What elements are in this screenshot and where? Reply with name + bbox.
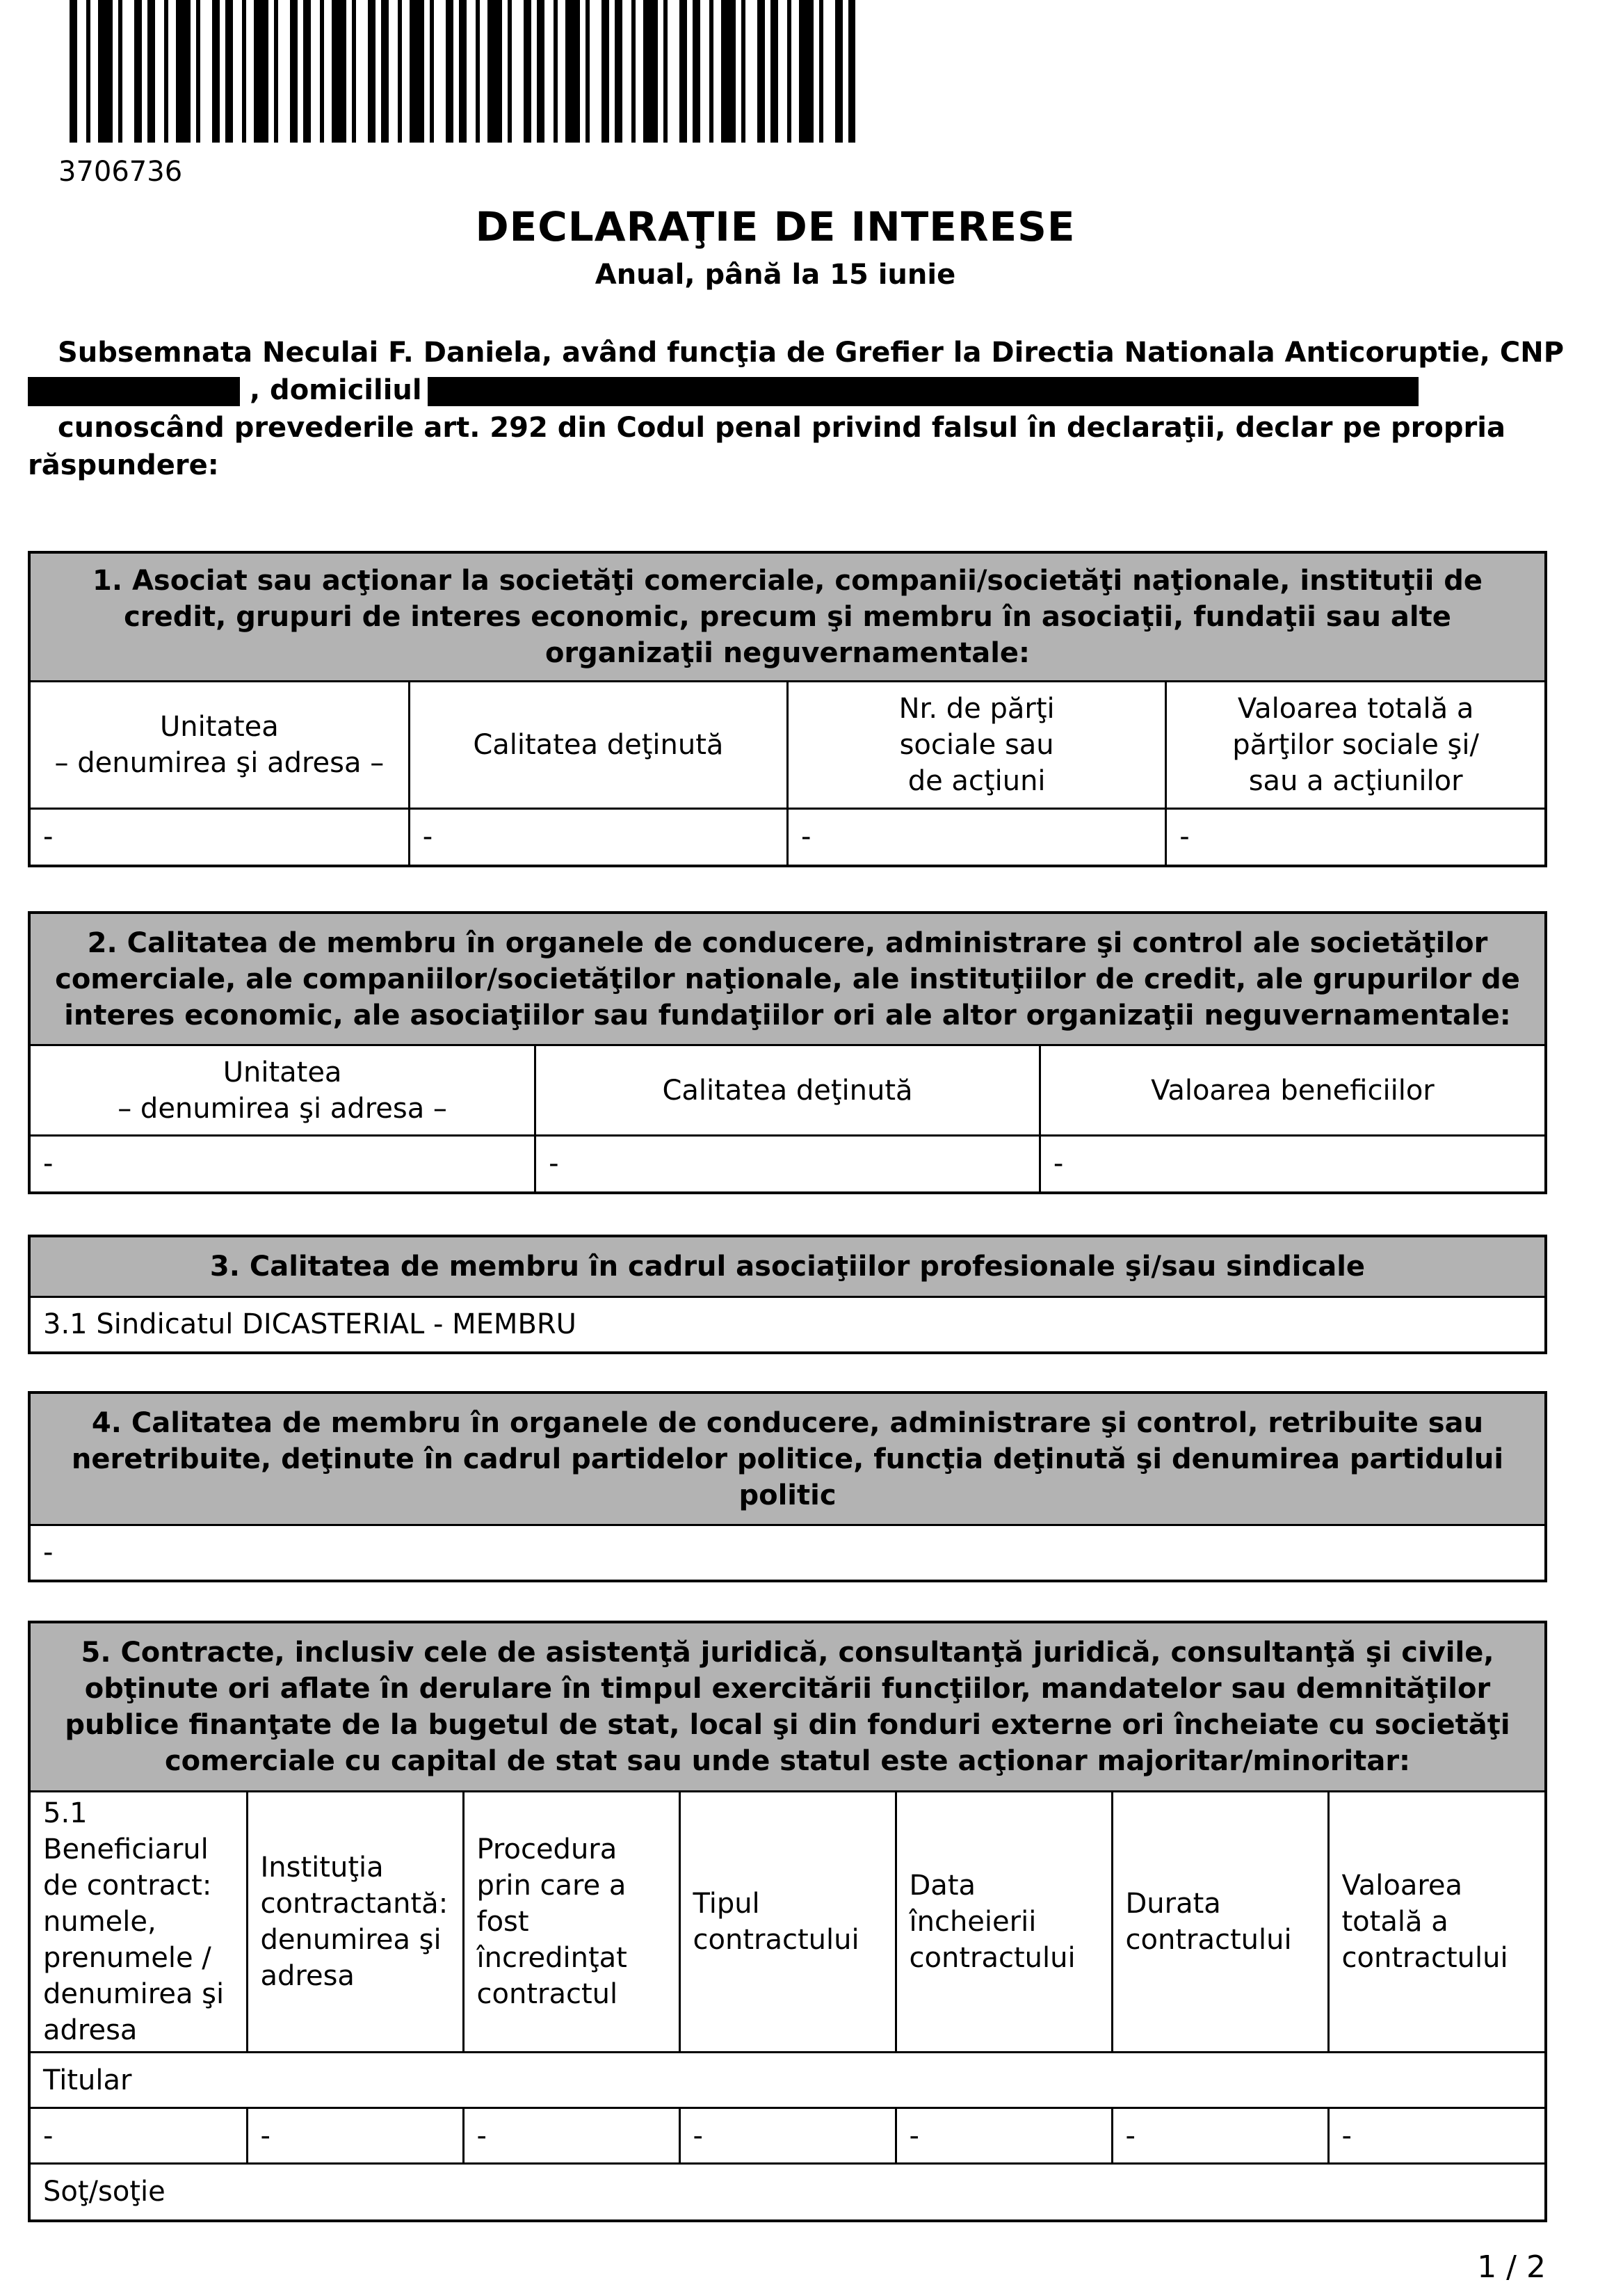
s2-cell: - — [31, 1136, 535, 1191]
s5-col-beneficiar: 5.1 Beneficiarul de contract: numele, prenumele / denumirea şi adresa — [31, 1792, 247, 2053]
s5-cell: - — [679, 2108, 896, 2164]
s1-cell: - — [409, 809, 787, 865]
section-5-header: 5. Contracte, inclusiv cele de asistenţă juridică, consultanţă juridică, consultanţă şi civile, obţinute ori aflate în derulare în timpul exercitării funcţiilor, mandatelor sau demnităţilor publice finanţate de la bugetul de stat, local şi din fonduri externe ori încheiate cu societăţi comerciale cu capital de stat sau unde statul este acţionar majoritar/minoritar: — [31, 1623, 1544, 1792]
page-title: DECLARAŢIE DE INTERESE — [475, 203, 1076, 250]
s5-col-valoarea: Valoarea totală a contractului — [1328, 1792, 1544, 2053]
section-3-header: 3. Calitatea de membru în cadrul asociaţiilor profesionale şi/sau sindicale — [31, 1237, 1544, 1297]
s5-col-procedura: Procedura prin care a fost încredinţat contractul — [463, 1792, 679, 2053]
s1-cell: - — [1166, 809, 1544, 865]
intro-line-4: răspundere: — [28, 449, 219, 481]
declarant-statement — [28, 334, 1565, 484]
s5-cell: - — [463, 2108, 679, 2164]
s1-col-nr-parti: Nr. de părţi sociale sau de acţiuni — [788, 682, 1166, 809]
s5-spouse-label: Soţ/soţie — [31, 2164, 1544, 2219]
s5-col-durata: Durata contractului — [1112, 1792, 1328, 2053]
section-4-header: 4. Calitatea de membru în organele de conducere, administrare şi control, retribuite sau neretribuite, deţinute în cadrul partidelor politice, funcţia deţinută şi denumirea partidului politic — [31, 1394, 1544, 1525]
intro-line-2 — [28, 371, 1551, 409]
s2-col-calitatea: Calitatea deţinută — [535, 1045, 1040, 1136]
document-number: 3706736 — [58, 156, 183, 188]
s5-col-tipul: Tipul contractului — [679, 1792, 896, 2053]
s2-col-unitatea: Unitatea – denumirea şi adresa – — [31, 1045, 535, 1136]
s1-col-unitatea: Unitatea – denumirea şi adresa – — [31, 682, 409, 809]
s5-cell: - — [1328, 2108, 1544, 2164]
s2-col-valoarea: Valoarea beneficiilor — [1040, 1045, 1544, 1136]
redacted-cnp — [28, 377, 240, 406]
section-2-header: 2. Calitatea de membru în organele de conducere, administrare şi control ale societăţilor comerciale, ale companiilor/societăţilor naţionale, ale instituţiilor de credit, ale grupurilor de interes economic, ale asociaţiilor sau fundaţiilor ori ale altor organizaţii neguvernamentale: — [31, 914, 1544, 1045]
s5-cell: - — [31, 2108, 247, 2164]
s1-col-calitatea: Calitatea deţinută — [409, 682, 787, 809]
s2-cell: - — [1040, 1136, 1544, 1191]
s5-col-data: Data încheierii contractului — [896, 1792, 1112, 2053]
intro-line-3: cunoscând prevederile art. 292 din Codul penal privind falsul în declaraţii, declar pe propria — [58, 412, 1505, 444]
s2-cell: - — [535, 1136, 1040, 1191]
s5-titular-label: Titular — [31, 2053, 1544, 2108]
intro-domiciliu-label: , domiciliul — [249, 374, 422, 406]
s1-cell: - — [31, 809, 409, 865]
section-2-table — [28, 911, 1547, 1194]
section-3-table — [28, 1235, 1547, 1354]
section-1-header: 1. Asociat sau acţionar la societăţi comerciale, companii/societăţi naţionale, instituţii de credit, grupuri de interes economic, precum şi membru în asociaţii, fundaţii sau alte organizaţii neguvernamentale: — [31, 554, 1544, 682]
section-4-table — [28, 1391, 1547, 1582]
s3-row: 3.1 Sindicatul DICASTERIAL - MEMBRU — [31, 1297, 1544, 1351]
section-5-table — [28, 1621, 1547, 2222]
s1-col-valoarea: Valoarea totală a părţilor sociale şi/ sau a acţiunilor — [1166, 682, 1544, 809]
s5-col-institutia: Instituţia contractantă: denumirea şi adresa — [247, 1792, 463, 2053]
page-indicator: 1 / 2 — [1477, 2249, 1546, 2285]
redacted-address — [428, 377, 1419, 406]
barcode — [70, 0, 855, 143]
s4-row: - — [31, 1525, 1544, 1580]
s5-cell: - — [1112, 2108, 1328, 2164]
page-subtitle: Anual, până la 15 iunie — [595, 259, 956, 291]
s5-cell: - — [896, 2108, 1112, 2164]
s1-cell: - — [788, 809, 1166, 865]
intro-line-1: Subsemnata Neculai F. Daniela, având funcţia de Grefier la Directia Nationala Anticoruptie, CNP — [58, 337, 1565, 369]
section-1-table — [28, 551, 1547, 867]
s5-cell: - — [247, 2108, 463, 2164]
